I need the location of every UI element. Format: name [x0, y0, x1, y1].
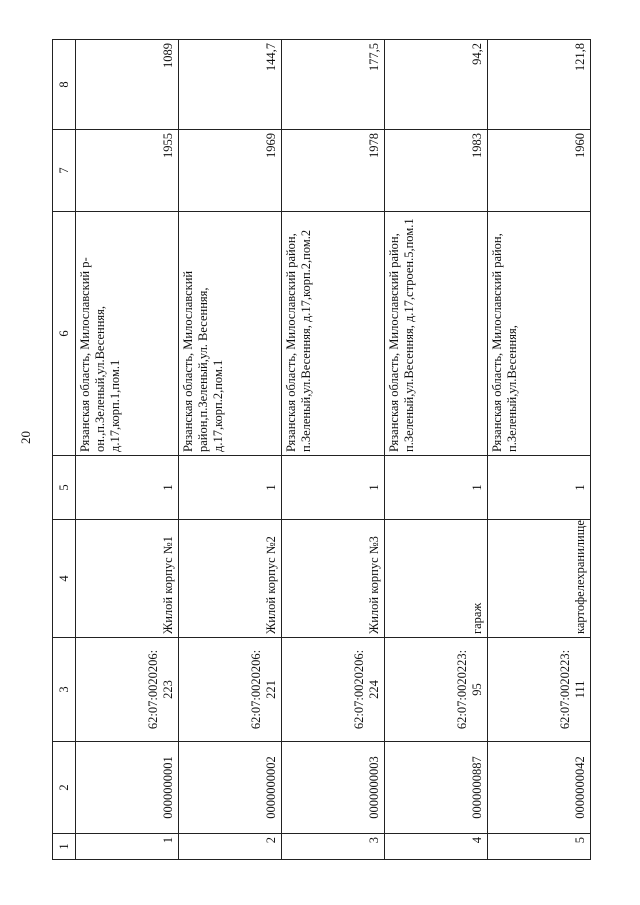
- cadastral-part-1: 62:07:0020206:: [146, 649, 160, 730]
- table-row: [179, 40, 282, 860]
- row-number: 4: [385, 834, 488, 860]
- cadastral-part-2: 223: [161, 680, 175, 699]
- cadastral-number: [179, 638, 282, 742]
- cadastral-part-1: 62:07:0020206:: [352, 649, 366, 730]
- area: 94,2: [385, 40, 488, 130]
- cadastral-part-2: 221: [264, 680, 278, 699]
- header-row: [53, 40, 76, 860]
- cadastral-number: [282, 638, 385, 742]
- quantity: 1: [282, 456, 385, 520]
- year: 1955: [76, 130, 179, 212]
- object-name: картофелехранилище: [488, 520, 591, 638]
- cadastral-part-2: 224: [367, 680, 381, 699]
- table-row: [488, 40, 591, 860]
- rotated-table-wrapper: [52, 40, 587, 860]
- area: 121,8: [488, 40, 591, 130]
- row-number: 2: [179, 834, 282, 860]
- row-number: 5: [488, 834, 591, 860]
- object-name: гараж: [385, 520, 488, 638]
- column-header: 7: [53, 130, 76, 212]
- column-header: 1: [53, 834, 76, 860]
- area: 1089: [76, 40, 179, 130]
- inventory-number: 0000000001: [76, 742, 179, 834]
- cadastral-number: [385, 638, 488, 742]
- table-row: [76, 40, 179, 860]
- cadastral-number: [76, 638, 179, 742]
- address: Рязанская область, Милославский район, п.Зеленый,ул.Весенняя, д.17,корп.2,пом.2: [282, 212, 385, 456]
- quantity: 1: [385, 456, 488, 520]
- row-number: 3: [282, 834, 385, 860]
- year: 1960: [488, 130, 591, 212]
- cadastral-part-1: 62:07:0020223:: [455, 649, 469, 730]
- year: 1969: [179, 130, 282, 212]
- address: Рязанская область, Милославский район, п.Зеленый,ул.Весенняя, д.17,строен.5,пом.1: [385, 212, 488, 456]
- column-header: 4: [53, 520, 76, 638]
- property-table: [52, 39, 591, 860]
- inventory-number: 0000000002: [179, 742, 282, 834]
- column-header: 3: [53, 638, 76, 742]
- inventory-number: 0000000042: [488, 742, 591, 834]
- table-row: [282, 40, 385, 860]
- column-header: 8: [53, 40, 76, 130]
- address: Рязанская область, Милославский район,п.Зеленый,ул. Весенняя, д.17,корп.2,пом.1: [179, 212, 282, 456]
- area: 177,5: [282, 40, 385, 130]
- table-row: [385, 40, 488, 860]
- column-header: 5: [53, 456, 76, 520]
- cadastral-part-1: 62:07:0020223:: [558, 649, 572, 730]
- cadastral-part-2: 111: [573, 680, 587, 699]
- column-header: 6: [53, 212, 76, 456]
- object-name: Жилой корпус №2: [179, 520, 282, 638]
- object-name: Жилой корпус №1: [76, 520, 179, 638]
- address: Рязанская область, Милославский район, п.Зеленый,ул.Весенняя,: [488, 212, 591, 456]
- page-number: 20: [18, 431, 33, 444]
- cadastral-part-1: 62:07:0020206:: [249, 649, 263, 730]
- quantity: 1: [488, 456, 591, 520]
- quantity: 1: [179, 456, 282, 520]
- year: 1983: [385, 130, 488, 212]
- inventory-number: 0000000887: [385, 742, 488, 834]
- inventory-number: 0000000003: [282, 742, 385, 834]
- column-header: 2: [53, 742, 76, 834]
- year: 1978: [282, 130, 385, 212]
- object-name: Жилой корпус №3: [282, 520, 385, 638]
- row-number: 1: [76, 834, 179, 860]
- quantity: 1: [76, 456, 179, 520]
- area: 144,7: [179, 40, 282, 130]
- address: Рязанская область, Милославский р-он.,п.Зеленый,ул.Весенняя, д.17,корп.1,пом.1: [76, 212, 179, 456]
- cadastral-number: [488, 638, 591, 742]
- cadastral-part-2: 95: [470, 683, 484, 696]
